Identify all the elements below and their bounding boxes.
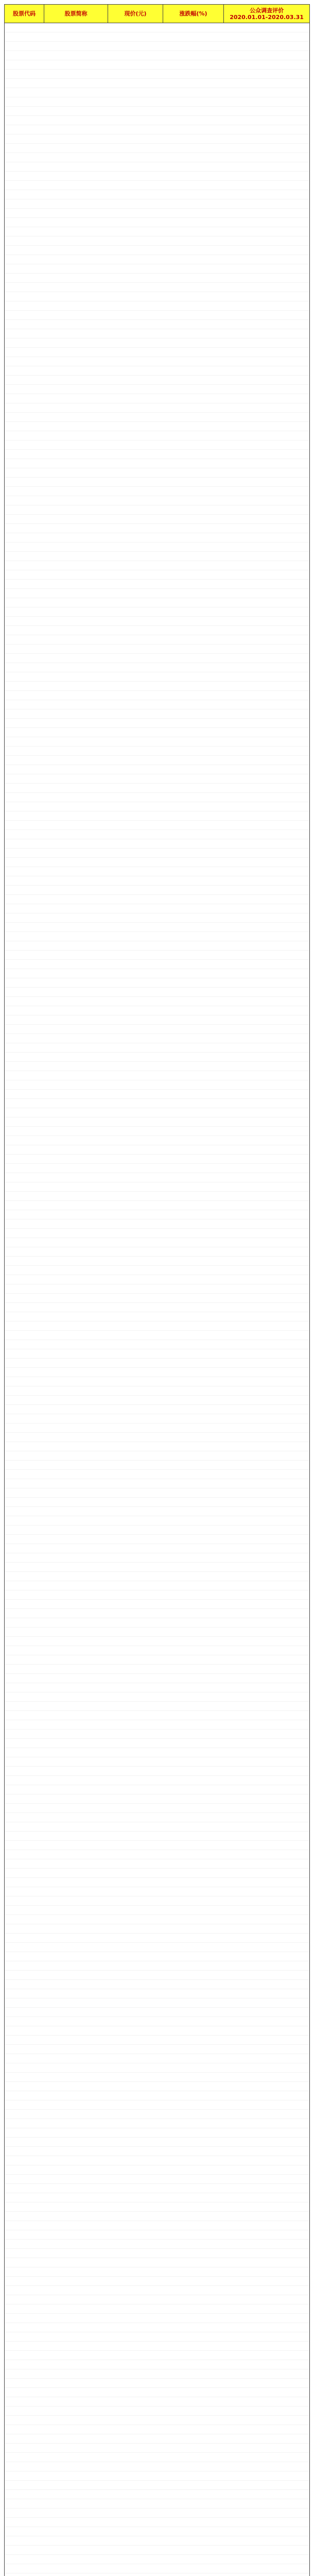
stock-table <box>4 4 310 2576</box>
header-stock-code: 股票代码 <box>5 5 44 23</box>
header-price: 现价(元) <box>108 5 163 23</box>
header-change-pct: 涨跌幅(%) <box>163 5 224 23</box>
header-survey-rating: 公众调查评价 2020.01.01-2020.03.31 <box>230 7 304 21</box>
table-header-row <box>5 5 309 23</box>
header-stock-name: 股票简称 <box>44 5 108 23</box>
table-body <box>5 23 309 2576</box>
